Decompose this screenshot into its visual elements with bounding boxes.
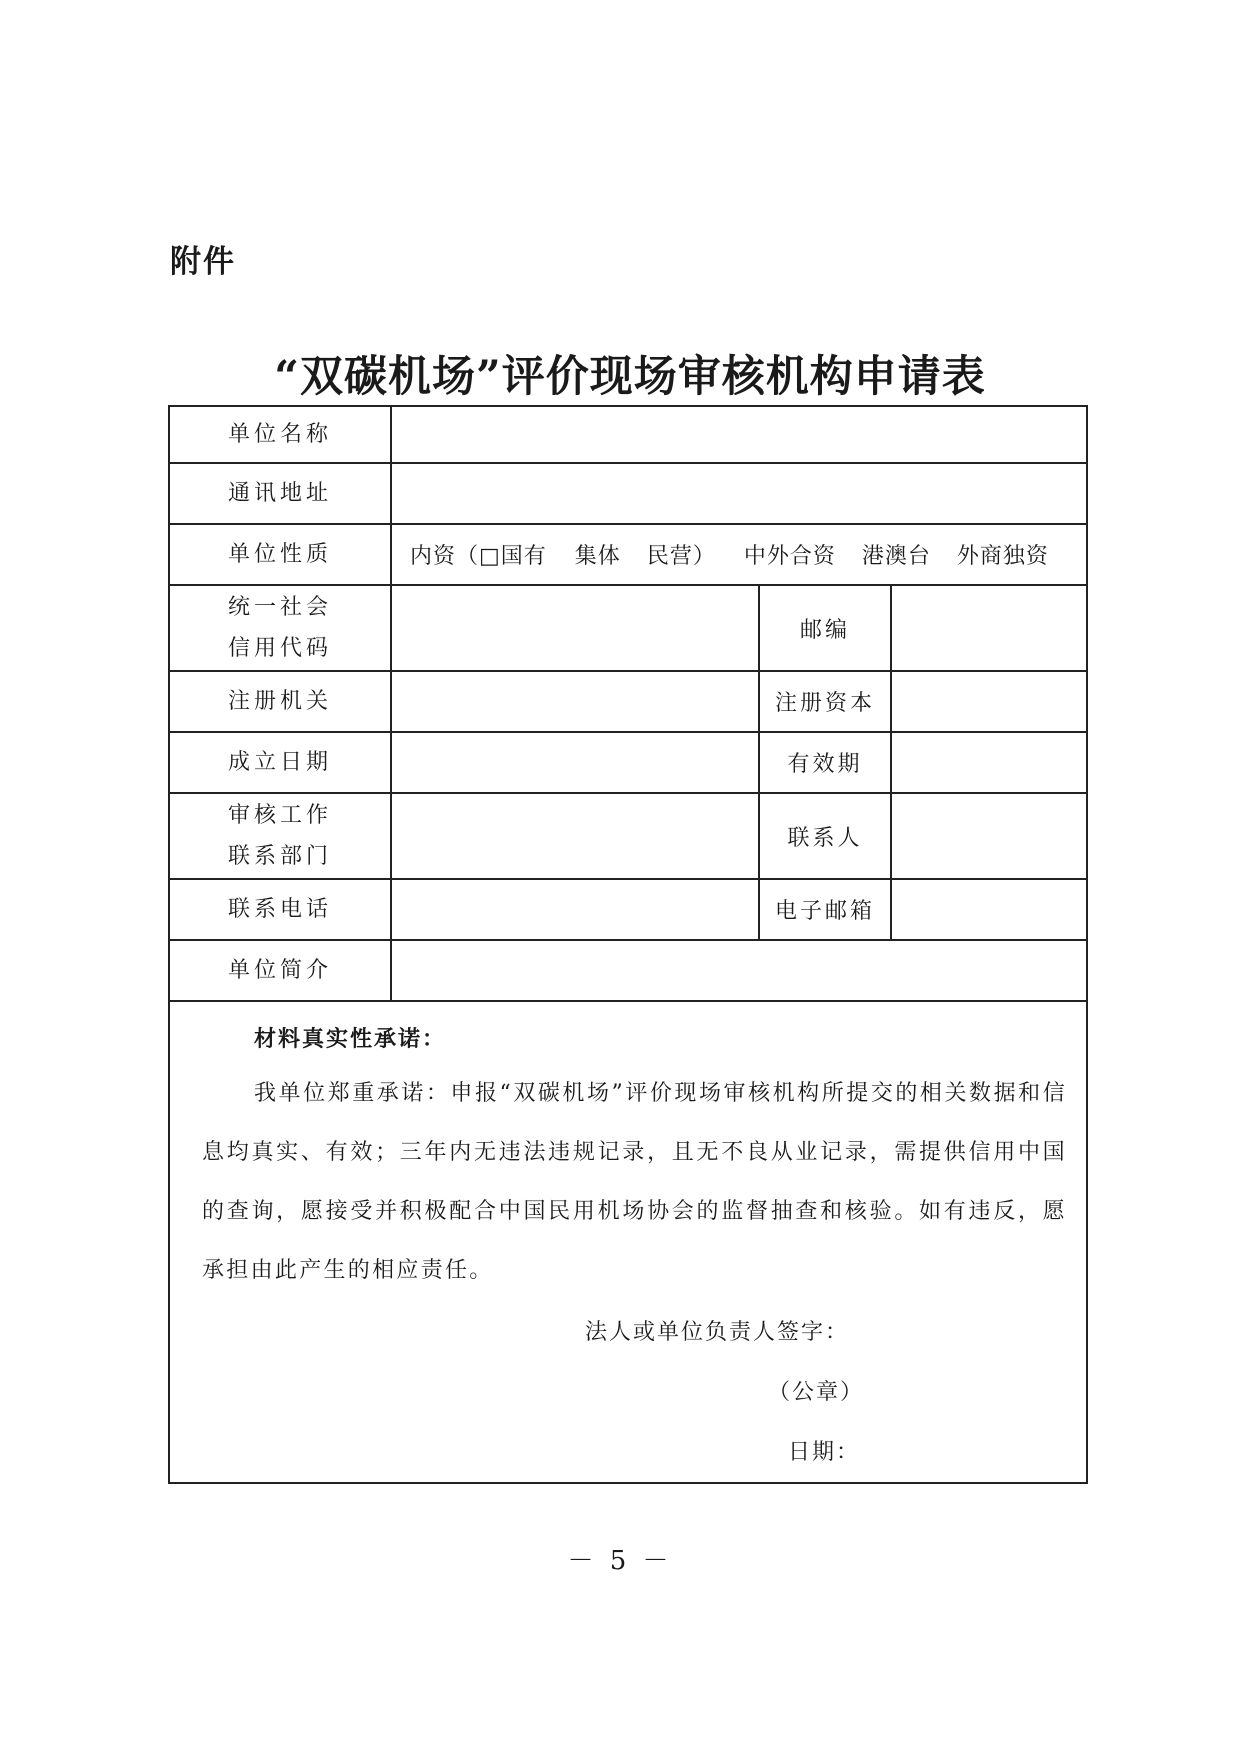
field-founded[interactable] [392,733,760,792]
row-audit-dept [170,794,1086,880]
label-postcode: 邮编 [760,586,892,670]
signature-label: 法人或单位负责人签字： [585,1320,850,1345]
row-founded [170,733,1086,794]
row-profile [170,941,1086,1002]
label-reg-capital: 注册资本 [760,672,892,731]
field-phone[interactable] [392,880,760,939]
pledge-title: 材料真实性承诺： [254,1026,447,1052]
field-reg-authority[interactable] [392,672,760,731]
label-unit-name: 单位名称 [170,407,392,462]
label-reg-authority: 注册机关 [170,672,392,731]
row-address [170,464,1086,525]
application-form [168,405,1088,1484]
nature-option-domestic[interactable]: 内资（□国有 [410,544,547,569]
label-credit-code-line2: 信用代码 [227,636,332,661]
row-registration [170,672,1086,733]
nature-option-private[interactable]: 民营） [646,544,716,569]
pledge-section [170,1002,1086,1482]
label-contact: 联系人 [760,794,892,878]
field-postcode[interactable] [892,586,1086,670]
nature-option-foreign[interactable]: 外商独资 [956,544,1049,569]
label-phone: 联系电话 [170,880,392,939]
label-profile: 单位简介 [170,941,392,1000]
row-credit-code [170,586,1086,672]
nature-option-collective[interactable]: 集体 [574,544,621,569]
date-label: 日期： [788,1440,861,1465]
label-nature: 单位性质 [170,525,392,584]
row-unit-name [170,407,1086,464]
field-profile[interactable] [392,941,1086,1000]
label-audit-dept-line2: 联系部门 [227,844,332,869]
field-email[interactable] [892,880,1086,939]
form-title: “双碳机场”评价现场审核机构申请表 [274,352,986,402]
label-address: 通讯地址 [170,464,392,523]
page-number: － 5 － [567,1546,673,1576]
label-email: 电子邮箱 [760,880,892,939]
label-validity: 有效期 [760,733,892,792]
field-validity[interactable] [892,733,1086,792]
label-credit-code [170,586,392,670]
label-credit-code-line1: 统一社会 [227,595,332,620]
nature-option-joint-venture[interactable]: 中外合资 [743,544,836,569]
field-address[interactable] [392,464,1086,523]
label-audit-dept-line1: 审核工作 [227,803,332,828]
row-phone [170,880,1086,941]
seal-label: （公章） [768,1380,865,1405]
field-reg-capital[interactable] [892,672,1086,731]
row-nature [170,525,1086,586]
field-audit-dept[interactable] [392,794,760,878]
label-founded: 成立日期 [170,733,392,792]
field-nature-options[interactable] [392,525,1086,584]
pledge-text: 我单位郑重承诺：申报“双碳机场”评价现场审核机构所提交的相关数据和信息均真实、有效；三年内无违法违规记录，且无不良从业记录，需提供信用中国的查询，愿接受并积极配合中国民用机场协会的监督抽查和核验。如有违反，愿承担由此产生的相应责任。 [202,1081,1067,1283]
field-credit-code[interactable] [392,586,760,670]
attachment-label: 附件 [170,244,236,280]
field-contact[interactable] [892,794,1086,878]
field-unit-name[interactable] [392,407,1086,462]
label-audit-dept [170,794,392,878]
nature-option-hk-macao-taiwan[interactable]: 港澳台 [861,544,931,569]
